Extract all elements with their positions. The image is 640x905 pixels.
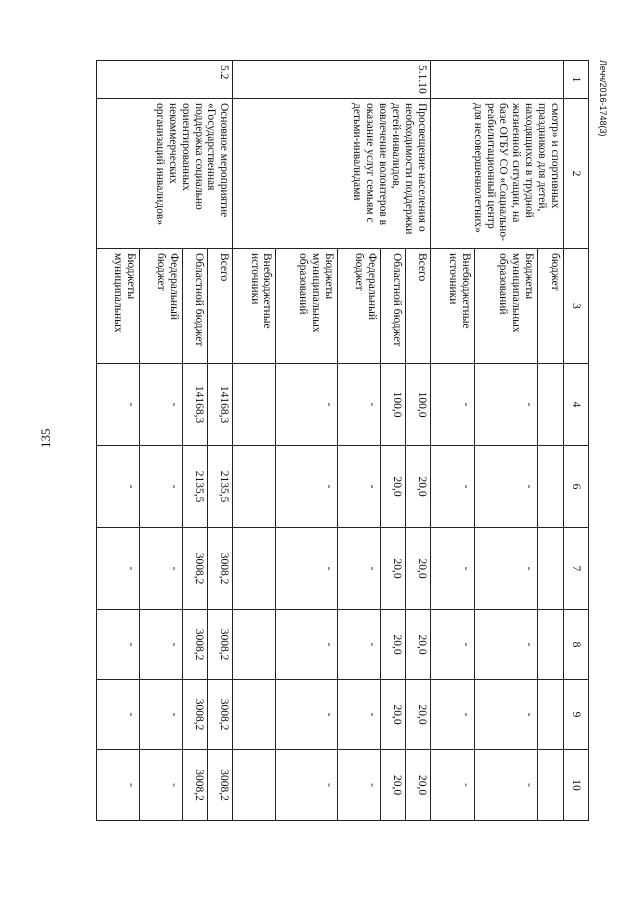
value-cell [233, 446, 276, 528]
value-cell: - [140, 750, 183, 821]
value-cell: 100,0 [405, 364, 430, 446]
value-cell: 20,0 [380, 528, 405, 610]
value-cell: - [430, 680, 474, 750]
source-cell: Внебюджетные источники [430, 249, 474, 364]
value-cell: 20,0 [405, 528, 430, 610]
value-cell: - [475, 680, 538, 750]
value-cell: 3008,2 [183, 610, 208, 680]
value-cell: - [140, 528, 183, 610]
value-cell: - [430, 610, 474, 680]
value-cell: 2135,5 [183, 446, 208, 528]
table-header-row [564, 61, 589, 821]
activity-cell: смотр» и спортивных праздников для детей, находящихся в трудной жизненной ситуации, на базе ОГБУ СО «Социально-реабилитационный центр для несовершеннолетних» [430, 99, 563, 249]
activity-cell: Просвещение населения о необходимости поддержки детей-инвалидов, вовлечение волонтеров в оказание услуг семьям с детьми-инвалидами [233, 99, 430, 249]
value-cell: - [140, 364, 183, 446]
value-cell: - [276, 364, 337, 446]
source-cell: Федеральный бюджет [140, 249, 183, 364]
value-cell: - [475, 610, 538, 680]
value-cell: - [430, 750, 474, 821]
value-cell: - [97, 528, 140, 610]
value-cell: - [337, 610, 380, 680]
header-cell: 3 [564, 249, 589, 364]
item-number-cell [430, 61, 563, 99]
header-cell: 10 [564, 750, 589, 821]
value-cell: - [97, 680, 140, 750]
activity-cell: Основное мероприятие «Государственная поддержка социально ориентированных некоммерческих организаций инвалидов» [97, 99, 233, 249]
value-cell [233, 364, 276, 446]
value-cell: - [337, 750, 380, 821]
value-cell: - [97, 364, 140, 446]
value-cell [538, 610, 564, 680]
rotated-table-container [96, 60, 589, 820]
value-cell: - [276, 446, 337, 528]
source-cell: Бюджеты муниципальных образований [475, 249, 538, 364]
item-number-cell: 5.2 [97, 61, 233, 99]
value-cell: - [140, 680, 183, 750]
value-cell: - [276, 680, 337, 750]
header-cell: 6 [564, 446, 589, 528]
value-cell: - [140, 446, 183, 528]
value-cell [538, 446, 564, 528]
value-cell: 3008,2 [183, 528, 208, 610]
value-cell [233, 610, 276, 680]
value-cell: 20,0 [380, 610, 405, 680]
value-cell: - [475, 364, 538, 446]
item-number-cell: 5.1.10 [233, 61, 430, 99]
value-cell [233, 750, 276, 821]
value-cell: 20,0 [405, 610, 430, 680]
table-row [538, 61, 564, 821]
document-reference: Лечч/2016-1748(3) [598, 60, 608, 137]
value-cell [538, 750, 564, 821]
value-cell: 3008,2 [183, 750, 208, 821]
source-cell: Всего [208, 249, 233, 364]
value-cell: 20,0 [405, 446, 430, 528]
source-cell: Внебюджетные источники [233, 249, 276, 364]
value-cell: 3008,2 [208, 680, 233, 750]
value-cell [538, 528, 564, 610]
value-cell: - [430, 528, 474, 610]
budget-table [96, 60, 589, 821]
value-cell: - [276, 750, 337, 821]
value-cell: 3008,2 [208, 750, 233, 821]
value-cell: - [140, 610, 183, 680]
value-cell: - [337, 446, 380, 528]
header-cell: 8 [564, 610, 589, 680]
value-cell: 20,0 [380, 680, 405, 750]
table-row [208, 61, 233, 821]
value-cell: 20,0 [405, 680, 430, 750]
source-cell: Всего [405, 249, 430, 364]
source-cell: Бюджеты муниципальных [97, 249, 140, 364]
source-cell: Бюджеты муниципальных образований [276, 249, 337, 364]
source-cell: Областной бюджет [380, 249, 405, 364]
value-cell: - [475, 528, 538, 610]
value-cell: - [337, 364, 380, 446]
value-cell [538, 680, 564, 750]
value-cell: 100,0 [380, 364, 405, 446]
value-cell: - [337, 528, 380, 610]
value-cell [233, 528, 276, 610]
value-cell: - [430, 446, 474, 528]
value-cell [233, 680, 276, 750]
value-cell: - [475, 750, 538, 821]
value-cell: - [337, 680, 380, 750]
value-cell: 2135,5 [208, 446, 233, 528]
table-row [405, 61, 430, 821]
source-cell: Областной бюджет [183, 249, 208, 364]
value-cell: 20,0 [380, 750, 405, 821]
header-cell: 7 [564, 528, 589, 610]
value-cell: - [430, 364, 474, 446]
source-cell: Федеральный бюджет [337, 249, 380, 364]
value-cell: - [276, 610, 337, 680]
value-cell: 20,0 [380, 446, 405, 528]
header-cell: 2 [564, 99, 589, 249]
value-cell: 3008,2 [183, 680, 208, 750]
source-cell: бюджет [538, 249, 564, 364]
value-cell: 3008,2 [208, 610, 233, 680]
value-cell [538, 364, 564, 446]
header-cell: 9 [564, 680, 589, 750]
value-cell: - [475, 446, 538, 528]
value-cell: 14168,3 [208, 364, 233, 446]
value-cell: - [97, 610, 140, 680]
value-cell: 20,0 [405, 750, 430, 821]
value-cell: - [97, 446, 140, 528]
value-cell: 14168,3 [183, 364, 208, 446]
value-cell: - [276, 528, 337, 610]
value-cell: 3008,2 [208, 528, 233, 610]
header-cell: 1 [564, 61, 589, 99]
page-number: 135 [38, 428, 53, 448]
value-cell: - [97, 750, 140, 821]
header-cell: 4 [564, 364, 589, 446]
